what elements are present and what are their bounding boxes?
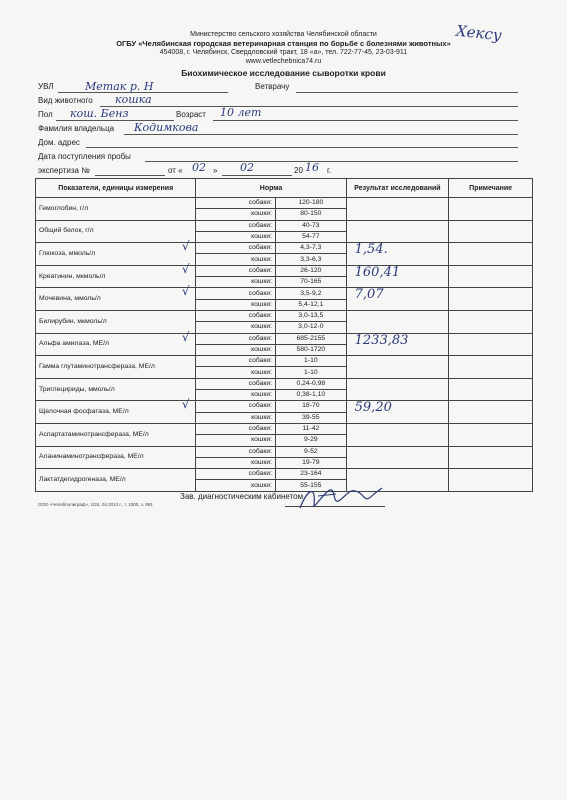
exam-line: [95, 175, 165, 176]
check-mark-icon: √: [181, 239, 190, 254]
age-line: [213, 120, 518, 121]
month-line: [222, 175, 292, 176]
note-cell: [449, 333, 533, 356]
result-cell: [346, 243, 449, 266]
parameter-name: Мочевина, ммоль/л: [39, 295, 101, 303]
corner-handwritten-note: Хексу: [455, 21, 503, 45]
species-cell: кошки:: [196, 412, 276, 423]
parameter-cell: [36, 446, 196, 469]
organization-website: www.vetlechebnica74.ru: [245, 58, 322, 65]
norm-range-cell: 23-164: [276, 469, 347, 480]
result-value: 1,54.: [354, 242, 388, 258]
species-cell: кошки:: [196, 209, 276, 220]
species-cell: кошки:: [196, 457, 276, 468]
note-cell: [449, 243, 533, 266]
age-value: 10 лет: [220, 106, 262, 119]
table-row: [36, 446, 533, 457]
species-cell: кошки:: [196, 277, 276, 288]
result-cell: [346, 378, 449, 401]
vet-label: Ветврачу: [255, 82, 290, 91]
norm-range-cell: 54-77: [276, 231, 347, 242]
table-row: [36, 265, 533, 276]
table-row: [36, 288, 533, 299]
parameter-cell: [36, 310, 196, 333]
species-cell: собаки:: [196, 220, 276, 231]
norm-range-cell: 3,0-13,5: [276, 310, 347, 321]
norm-range-cell: 1-10: [276, 356, 347, 367]
species-cell: собаки:: [196, 243, 276, 254]
species-cell: собаки:: [196, 288, 276, 299]
species-cell: кошки:: [196, 344, 276, 355]
handwritten-signature: [296, 482, 386, 514]
species-cell: собаки:: [196, 265, 276, 276]
uvl-value: Метак р. Н: [85, 80, 154, 93]
parameter-cell: [36, 261, 196, 288]
result-cell: [346, 288, 449, 311]
parameter-cell: [36, 284, 196, 311]
year-prefix: 20: [294, 166, 303, 175]
species-cell: собаки:: [196, 378, 276, 389]
species-line: [100, 106, 518, 107]
parameter-name: Глюкоза, ммоль/л: [39, 249, 96, 257]
table-row: [36, 243, 533, 254]
parameter-name: Гамма глутаминотрансфераза, МЕ/л: [39, 362, 155, 370]
norm-range-cell: 3,3-6,3: [276, 254, 347, 265]
ministry-line: Министерство сельского хозяйства Челябинской области: [190, 31, 377, 38]
parameter-cell: [36, 220, 196, 243]
species-cell: кошки:: [196, 367, 276, 378]
norm-range-cell: 11-42: [276, 423, 347, 434]
sex-label: Пол: [38, 110, 53, 119]
result-cell: [346, 310, 449, 333]
parameter-cell: [36, 356, 196, 379]
address-label: Дом. адрес: [38, 138, 80, 147]
norm-range-cell: 9-29: [276, 435, 347, 446]
parameter-name: Гемоглобин, г/л: [39, 204, 89, 212]
result-value: 1233,83: [354, 332, 409, 348]
print-note: ООО «Челябполиграф», 1/24, 04.2013 г., т. 1000, з. 891: [38, 502, 153, 507]
norm-range-cell: 55-155: [276, 480, 347, 491]
note-cell: [449, 198, 533, 221]
parameter-name: Щелочная фосфатаза, МЕ/л: [39, 408, 129, 416]
norm-range-cell: 19-79: [276, 457, 347, 468]
parameter-name: Билирубин, мкмоль/л: [39, 317, 107, 325]
sex-value: кош. Бенз: [70, 107, 129, 120]
owner-label: Фамилия владельца: [38, 124, 115, 133]
head-of-lab-label: Зав. диагностическим кабинетом: [180, 492, 304, 501]
norm-range-cell: 685-2155: [276, 333, 347, 344]
norm-range-cell: 1-10: [276, 367, 347, 378]
organization-address: 454008, г. Челябинск, Свердловский тракт, 18 «а», тел. 722-77-45, 23-03-911: [159, 49, 408, 56]
check-mark-icon: √: [181, 329, 190, 344]
species-cell: кошки:: [196, 480, 276, 491]
parameter-cell: [36, 239, 196, 266]
species-label: Вид животного: [38, 96, 93, 105]
norm-range-cell: 39-55: [276, 412, 347, 423]
norm-range-cell: 40-73: [276, 220, 347, 231]
note-cell: [449, 288, 533, 311]
vet-line: [296, 92, 518, 93]
result-value: 59,20: [354, 400, 392, 416]
result-cell: [346, 333, 449, 356]
note-cell: [449, 310, 533, 333]
norm-range-cell: 80-150: [276, 209, 347, 220]
table-row: [36, 469, 533, 480]
address-line: [86, 147, 518, 148]
species-cell: кошки:: [196, 390, 276, 401]
species-cell: кошки:: [196, 322, 276, 333]
table-row: [36, 378, 533, 389]
norm-range-cell: 18-70: [276, 401, 347, 412]
norm-range-cell: 9-52: [276, 446, 347, 457]
species-cell: собаки:: [196, 401, 276, 412]
norm-range-cell: 4,3-7,3: [276, 243, 347, 254]
date-label: Дата поступления пробы: [38, 152, 131, 161]
result-cell: [346, 356, 449, 379]
norm-range-cell: 3,0-12-0: [276, 322, 347, 333]
parameter-name: Аланинаминотрансфераза, МЕ/л: [39, 453, 144, 461]
owner-value: Кодимкова: [134, 121, 199, 134]
result-cell: [346, 265, 449, 288]
norm-range-cell: 0,38-1,10: [276, 390, 347, 401]
header-note: Примечание: [449, 179, 533, 198]
parameter-cell: [36, 329, 196, 356]
results-table: [35, 178, 533, 492]
norm-range-cell: 120-180: [276, 198, 347, 209]
norm-range-cell: 0,24-0,98: [276, 378, 347, 389]
result-value: 7,07: [354, 287, 384, 303]
parameter-name: Общий белок, г/л: [39, 227, 94, 235]
species-cell: собаки:: [196, 310, 276, 321]
species-cell: собаки:: [196, 356, 276, 367]
species-cell: кошки:: [196, 254, 276, 265]
table-row: [36, 310, 533, 321]
table-row: [36, 423, 533, 434]
norm-range-cell: 3,5-9,2: [276, 288, 347, 299]
species-cell: собаки:: [196, 423, 276, 434]
header-parameter: Показатели, единицы измерения: [36, 179, 196, 198]
result-cell: [346, 423, 449, 446]
species-cell: собаки:: [196, 198, 276, 209]
owner-line: [124, 134, 518, 135]
parameter-name: Аспартатаминотрансфераза, МЕ/л: [39, 430, 149, 438]
parameter-name: Триглецириды, ммоль/л: [39, 385, 115, 393]
parameter-cell: [36, 397, 196, 424]
species-cell: кошки:: [196, 231, 276, 242]
norm-range-cell: 70-165: [276, 277, 347, 288]
species-cell: собаки:: [196, 333, 276, 344]
note-cell: [449, 220, 533, 243]
table-row: [36, 220, 533, 231]
year-value: 16: [305, 161, 319, 174]
year-end: г.: [327, 166, 332, 175]
result-cell: [346, 220, 449, 243]
check-mark-icon: √: [181, 284, 190, 299]
parameter-cell: [36, 469, 196, 492]
table-header-row: [36, 179, 533, 198]
table-row: [36, 356, 533, 367]
species-cell: собаки:: [196, 446, 276, 457]
note-cell: [449, 401, 533, 424]
table-row: [36, 401, 533, 412]
day-value: 02: [192, 161, 206, 174]
note-cell: [449, 446, 533, 469]
organization-name: ОГБУ «Челябинская городская ветеринарная станция по борьбе с болезнями животных»: [116, 39, 451, 48]
parameter-name: Креатинин, мкмоль/л: [39, 272, 106, 280]
result-cell: [346, 198, 449, 221]
day-close: »: [213, 166, 218, 175]
header-norm: Норма: [196, 179, 346, 198]
note-cell: [449, 265, 533, 288]
result-cell: [346, 446, 449, 469]
exam-label: экспертиза №: [38, 166, 90, 175]
note-cell: [449, 423, 533, 446]
parameter-name: Альфа амилаза, МЕ/л: [39, 340, 109, 348]
document-title: Биохимическое исследование сыворотки крови: [181, 68, 386, 78]
species-cell: собаки:: [196, 469, 276, 480]
note-cell: [449, 356, 533, 379]
month-value: 02: [240, 161, 254, 174]
note-cell: [449, 469, 533, 492]
norm-range-cell: 580-1720: [276, 344, 347, 355]
parameter-cell: [36, 423, 196, 446]
parameter-name: Лактатдегидрогеназа, МЕ/л: [39, 475, 126, 483]
norm-range-cell: 5,4-12,1: [276, 299, 347, 310]
table-row: [36, 198, 533, 209]
check-mark-icon: √: [181, 397, 190, 412]
norm-range-cell: 26-120: [276, 265, 347, 276]
parameter-cell: [36, 198, 196, 221]
species-value: кошка: [115, 93, 152, 106]
note-cell: [449, 378, 533, 401]
table-row: [36, 333, 533, 344]
age-label: Возраст: [176, 110, 206, 119]
parameter-cell: [36, 378, 196, 401]
check-mark-icon: √: [181, 261, 190, 276]
uvl-label: УВЛ: [38, 82, 54, 91]
result-value: 160,41: [354, 264, 401, 280]
header-result: Результат исследований: [346, 179, 449, 198]
species-cell: кошки:: [196, 299, 276, 310]
from-label: от «: [168, 166, 183, 175]
result-cell: [346, 401, 449, 424]
species-cell: кошки:: [196, 435, 276, 446]
